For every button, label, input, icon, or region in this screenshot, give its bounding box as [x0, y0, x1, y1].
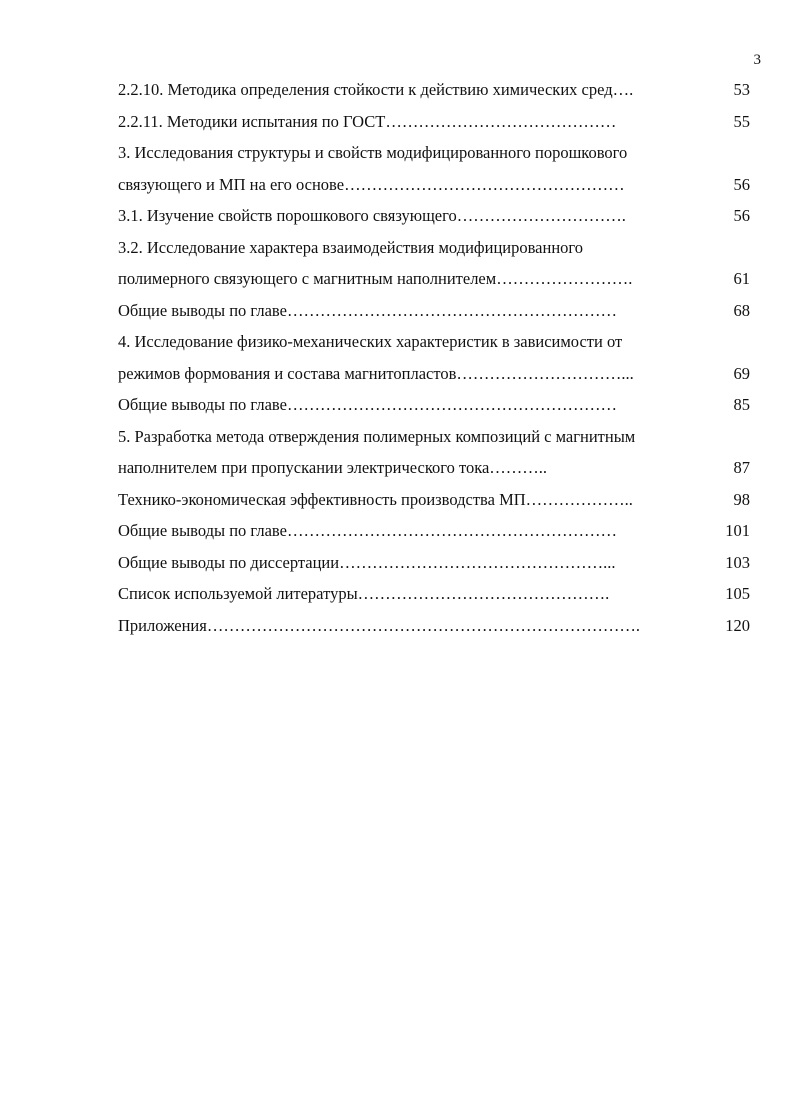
toc-entry-page: 105: [725, 584, 750, 603]
toc-entry-title: 3.1. Изучение свойств порошкового связующего………………………….: [118, 206, 626, 225]
toc-entry-3-line-2: [118, 175, 750, 207]
toc-entry-page: 55: [733, 111, 750, 131]
toc-entry-3-2-line-2: [118, 269, 750, 301]
toc-entry-2-2-10: [118, 80, 750, 112]
toc-entry-5-line-2: [118, 458, 750, 490]
toc-entry-page: 98: [733, 489, 750, 509]
toc-entry-4-line-1: [118, 332, 750, 364]
toc-entry-page: 56: [733, 206, 750, 225]
toc-entry-title: Общие выводы по главе……………………………………………………: [118, 521, 617, 540]
toc-entry-title: Общие выводы по диссертации…………………………………………...: [118, 552, 616, 572]
toc-entry-conclusions-ch4: [118, 395, 750, 427]
toc-entry-3-line-1: [118, 143, 750, 175]
toc-entry-conclusions-ch3: [118, 301, 750, 333]
toc-entry-page: 85: [733, 395, 750, 414]
toc-entry-3-2-line-1: [118, 238, 750, 270]
toc-entry-title: Список используемой литературы……………………………………….: [118, 584, 610, 603]
toc-entry-dissertation-conclusions: [118, 553, 750, 585]
toc-entry-2-2-11: [118, 112, 750, 144]
toc-entry-3-1: [118, 206, 750, 238]
toc-entry-title: Технико-экономическая эффективность производства МП………………..: [118, 489, 633, 509]
toc-entry-title: наполнителем при пропускании электрического тока………..: [118, 458, 548, 477]
toc-entry-title: 5. Разработка метода отверждения полимерных композиций с магнитным: [118, 426, 636, 446]
toc-entry-title: связующего и МП на его основе……………………………………………: [118, 174, 625, 194]
toc-entry-title: 3.2. Исследование характера взаимодействия модифицированного: [118, 237, 584, 257]
toc-entry-page: 61: [733, 269, 750, 288]
toc-entry-title: Общие выводы по главе……………………………………………………: [118, 300, 617, 320]
toc-entry-page: 68: [733, 300, 750, 320]
toc-entry-title: 4. Исследование физико-механических характеристик в зависимости от: [118, 332, 623, 351]
toc-entry-title: Приложения…………………………………………………………………….: [118, 615, 640, 635]
toc-entry-page: 56: [733, 174, 750, 194]
toc-entry-page: 69: [733, 363, 750, 383]
toc-entry-title: 3. Исследования структуры и свойств модифицированного порошкового: [118, 143, 628, 162]
toc-entry-title: 2.2.11. Методики испытания по ГОСТ……………………………………: [118, 111, 617, 131]
toc-entry-references: [118, 584, 750, 616]
toc-entry-4-line-2: [118, 364, 750, 396]
toc-entry-title: 2.2.10. Методика определения стойкости к действию химических сред….: [118, 80, 634, 99]
toc-entry-page: 101: [725, 521, 750, 540]
toc-entry-economic-efficiency: [118, 490, 750, 522]
toc-entry-title: Общие выводы по главе……………………………………………………: [118, 395, 617, 414]
toc-entry-5-line-1: [118, 427, 750, 459]
toc-entry-page: 87: [733, 458, 750, 477]
toc-entry-page: 103: [725, 552, 750, 572]
toc-entry-conclusions-ch5: [118, 521, 750, 553]
toc-entry-page: 120: [725, 615, 750, 635]
toc-entry-title: полимерного связующего с магнитным наполнителем…………………….: [118, 269, 633, 288]
toc-entry-page: 53: [733, 80, 750, 99]
page-number: 3: [753, 52, 761, 68]
toc-entry-title: режимов формования и состава магнитопластов…………………………...: [118, 363, 634, 383]
toc-entry-appendices: [118, 616, 750, 648]
table-of-contents: [118, 80, 750, 647]
